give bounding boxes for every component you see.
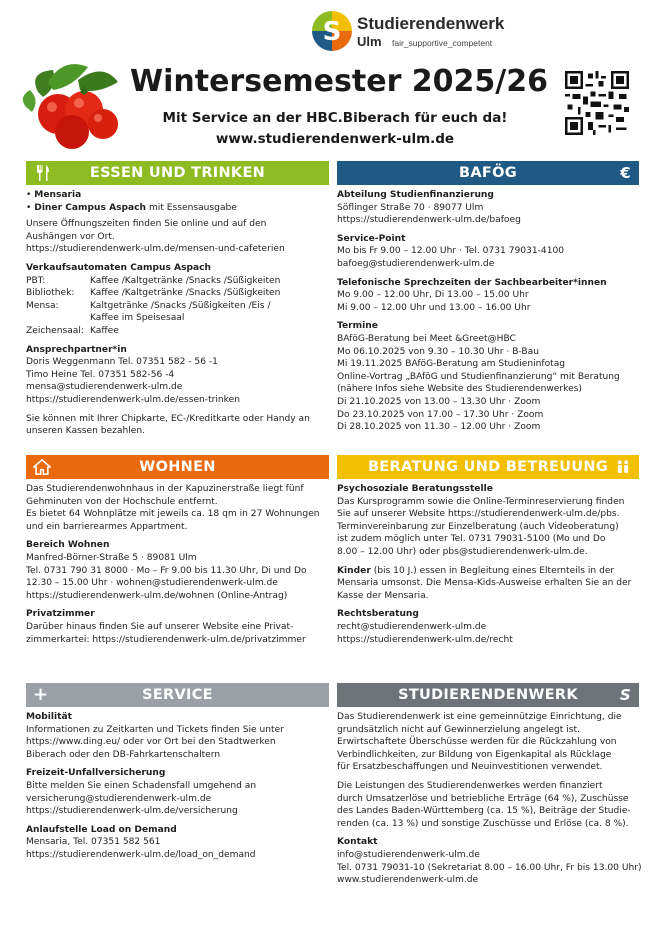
termin-item: Do 23.10.2025 von 17.00 – 17.30 Uhr · Zoom (337, 409, 544, 420)
kinder-text: Mensaria umsonst. Die Mensa-Kids-Ausweise erhalten Sie an der (337, 578, 632, 589)
essen-payment-text: unseren Kassen bezahlen. (26, 426, 145, 437)
about-text: Erwirtschaftete Überschüsse werden für die Rückzahlung von (337, 737, 617, 748)
section-title-bafoeg: BAFÖG (459, 165, 517, 181)
psy-text: Terminvereinbarung zur Einzelberatung (auch Videoberatung) (337, 521, 619, 532)
table-row: Bibliothek: Kaffee /Kaltgetränke /Snacks /Süßigkeiten (26, 288, 281, 299)
financing-text: Die Leistungen des Studierendenwerkes werden finanziert (337, 780, 603, 791)
essen-hours-link[interactable]: https://studierendenwerk-ulm.de/mensen-und-cafeterien (26, 244, 285, 255)
versicherung-web-link[interactable]: https://studierendenwerk-ulm.de/versicherung (26, 806, 238, 817)
list-item: • Mensaria (26, 189, 329, 202)
mobilitaet-text: Informationen zu Zeitkarten und Tickets finden Sie unter (26, 724, 284, 735)
section-essen-trinken (26, 161, 329, 438)
essen-contact-heading: Ansprechpartner*in (26, 344, 127, 355)
wohnen-intro: Das Studierendenwohnhaus in der Kapuzinerstraße liegt fünf (26, 484, 304, 494)
table-row: PBT: Kaffee /Kaltgetränke /Snacks /Süßigkeiten (26, 275, 281, 286)
section-studierendenwerk (337, 683, 642, 887)
kontakt-email-link[interactable]: info@studierendenwerk-ulm.de (337, 849, 480, 860)
kinder-text: Kinder (bis 10 J.) essen in Begleitung eines Elternteils in der (337, 565, 615, 576)
service-point-heading: Service-Point (337, 233, 406, 244)
termin-item: (nähere Infos siehe Website des Studierendenwerkes) (337, 384, 582, 395)
section-header-bafoeg (337, 161, 639, 185)
mobilitaet-link[interactable]: https://www.ding.eu/ oder vor Ort bei den Stadtwerken (26, 737, 276, 748)
table-row: Zeichensaal: Kaffee (26, 325, 119, 336)
load-on-demand-phone: Mensaria, Tel. 07351 582 561 (26, 837, 161, 848)
logo-name: Studierendenwerk (357, 14, 505, 33)
page-subtitle: Mit Service an der HBC.Biberach für euch da! (162, 110, 508, 126)
versicherung-heading: Freizeit-Unfallversicherung (26, 768, 166, 779)
load-on-demand-link[interactable]: https://studierendenwerk-ulm.de/load_on_demand (26, 849, 256, 860)
section-title-essen: ESSEN UND TRINKEN (89, 165, 266, 181)
essen-email-link[interactable]: mensa@studierendenwerk-ulm.de (26, 382, 183, 393)
recht-web-link[interactable]: https://studierendenwerk-ulm.de/recht (337, 634, 513, 645)
wohnen-intro: und ein barrierearmes Appartment. (26, 521, 188, 532)
plus-icon: + (33, 684, 49, 705)
bafoeg-dept-heading: Abteilung Studienfinanzierung (337, 190, 494, 200)
essen-hours-text: Aushängen vor Ort. (26, 231, 115, 242)
people-icon (615, 459, 631, 475)
table-row: Mensa: Kaltgetränke /Snacks /Süßigkeiten /Eis / (26, 300, 271, 311)
logo-mark-icon (312, 11, 352, 51)
section-header-wohnen (26, 455, 329, 479)
section-header-studierendenwerk (337, 683, 639, 707)
section-body-service (26, 707, 329, 862)
phone-hours-1: Mo 9.00 – 12.00 Uhr, Di 13.00 – 15.00 Uhr (337, 290, 529, 301)
versicherung-email-link[interactable]: versicherung@studierendenwerk-ulm.de (26, 793, 212, 804)
section-header-essen (26, 161, 329, 185)
bafoeg-web-link[interactable]: https://studierendenwerk-ulm.de/bafoeg (337, 215, 521, 226)
section-header-service (26, 683, 329, 707)
financing-text: renden (ca. 13 %) und sonstige Zuschüsse und Erlöse (ca. 8 %). (337, 818, 629, 829)
termine-heading: Termine (337, 321, 378, 332)
tomato-basil-image (18, 52, 130, 152)
about-text: Verbindlichkeiten, zur Bildung von Eigenkapital als Rücklage (337, 749, 612, 760)
section-beratung (337, 455, 639, 646)
phone-hours-heading: Telefonische Sprechzeiten der Sachbearbeiter*innen (337, 277, 607, 288)
mobilitaet-heading: Mobilität (26, 712, 72, 722)
section-body-essen (26, 185, 329, 438)
section-bafoeg (337, 161, 639, 434)
mobilitaet-text: Biberach oder den DB-Fahrkartenschaltern (26, 749, 221, 760)
section-title-studierendenwerk: STUDIERENDENWERK (398, 687, 578, 703)
section-service (26, 683, 329, 862)
recht-email-link[interactable]: recht@studierendenwerk-ulm.de (337, 621, 487, 632)
kontakt-heading: Kontakt (337, 837, 378, 848)
essen-contact-1: Doris Weggenmann Tel. 07351 582 - 56 -1 (26, 357, 218, 368)
section-title-wohnen: WOHNEN (139, 459, 216, 475)
termin-item: Online-Vortrag „BAföG und Studienfinanzierung“ mit Beratung (337, 371, 620, 382)
studierendenwerk-logo[interactable] (312, 11, 532, 53)
psy-text: 8.00 – 12.00 Uhr) oder pbs@studierendenwerk-ulm.de. (337, 546, 588, 557)
psy-text: Sie auf unserer Website https://studierendenwerk-ulm.de/pbs. (337, 509, 620, 520)
section-wohnen (26, 455, 329, 646)
about-text: grundsätzlich nicht auf Gewinnerzielung angelegt ist. (337, 724, 580, 735)
bereich-wohnen-heading: Bereich Wohnen (26, 540, 110, 551)
privatzimmer-text: Darüber hinaus finden Sie auf unserer Website eine Privat- (26, 621, 294, 632)
list-item: • Diner Campus Aspach mit Essensausgabe (26, 202, 329, 215)
svg-text:S: S (322, 17, 342, 47)
termin-item: Mo 06.10.2025 von 9.30 – 10.30 Uhr · B-Bau (337, 346, 539, 357)
logo-city: Ulm (357, 34, 382, 49)
termin-item: Mi 19.11.2025 BAföG-Beratung am Studieninfotag (337, 359, 566, 370)
essen-web-link[interactable]: https://studierendenwerk-ulm.de/essen-trinken (26, 394, 240, 405)
psy-heading: Psychosoziale Beratungsstelle (337, 484, 493, 494)
euro-icon: € (620, 164, 631, 182)
wohnen-intro: Es bietet 64 Wohnplätze mit jeweils ca. 18 qm in 27 Wohnungen (26, 509, 320, 520)
qr-code-icon[interactable] (565, 71, 629, 135)
essen-payment-text: Sie können mit Ihrer Chipkarte, EC-/Kreditkarte oder Handy an (26, 413, 310, 424)
load-on-demand-heading: Anlaufstelle Load on Demand (26, 824, 177, 835)
wohnen-web-link[interactable]: https://studierendenwerk-ulm.de/wohnen (Online-Antrag) (26, 590, 288, 601)
s-logo-icon: S (619, 686, 631, 704)
termin-item: BAföG-Beratung bei Meet &Greet@HBC (337, 333, 516, 344)
section-title-beratung: BERATUNG UND BETREUUNG (367, 459, 609, 475)
page-header (0, 0, 665, 160)
wohnen-intro: Gehminuten von der Hochschule entfernt. (26, 496, 218, 507)
house-icon (33, 458, 51, 476)
about-text: Das Studierendenwerk ist eine gemeinnützige Einrichtung, die (337, 712, 622, 722)
essen-locations-list (26, 189, 329, 214)
section-body-beratung (337, 479, 639, 646)
kontakt-phone: Tel. 0731 79031-10 (Sekretariat 8.00 – 16.00 Uhr, Fr bis 13.00 Uhr) (337, 862, 642, 873)
vending-heading: Verkaufsautomaten Campus Aspach (26, 262, 212, 273)
essen-hours-text: Unsere Öffnungszeiten finden Sie online und auf den (26, 219, 267, 230)
psy-text: Das Kursprogramm sowie die Online-Terminreservierung finden (337, 496, 625, 507)
fork-knife-icon (33, 163, 53, 183)
section-header-beratung (337, 455, 639, 479)
recht-heading: Rechtsberatung (337, 609, 419, 620)
logo-tagline: fair_supportive_competent (392, 38, 493, 48)
kontakt-web-link[interactable]: www.studierendenwerk-ulm.de (337, 875, 479, 886)
essen-contact-2: Timo Heine Tel. 07351 582-56 -4 (26, 369, 175, 380)
page-title: Wintersemester 2025/26 (130, 64, 549, 99)
section-body-bafoeg (337, 185, 639, 434)
bafoeg-address: Söflinger Straße 70 · 89077 Ulm (337, 202, 484, 213)
about-text: für Ersatzbeschaffungen und Neuinvestitionen verwendet. (337, 762, 603, 773)
financing-text: durch Umsatzerlöse und betriebliche Erträge (64 %), Zuschüsse (337, 793, 629, 804)
termin-item: Di 21.10.2025 von 13.00 – 13.30 Uhr · Zoom (337, 396, 541, 407)
phone-hours-2: Mi 9.00 – 12.00 Uhr und 13.00 – 16.00 Uhr (337, 302, 531, 313)
service-point-hours: Mo bis Fr 9.00 – 12.00 Uhr · Tel. 0731 79031-4100 (337, 246, 565, 257)
section-body-studierendenwerk (337, 707, 642, 887)
wohnen-phone: 12.30 – 15.00 Uhr · wohnen@studierendenwerk-ulm.de (26, 578, 278, 589)
privatzimmer-heading: Privatzimmer (26, 609, 95, 620)
versicherung-text: Bitte melden Sie einen Schadensfall umgehend an (26, 780, 257, 791)
wohnen-phone: Tel. 0731 790 31 8000 · Mo – Fr 9.00 bis 11.30 Uhr, Di und Do (26, 565, 307, 576)
wohnen-address: Manfred-Börner-Straße 5 · 89081 Ulm (26, 552, 197, 563)
privatzimmer-link[interactable]: zimmerkartei: https://studierendenwerk-ulm.de/privatzimmer (26, 634, 306, 645)
termin-item: Di 28.10.2025 von 11.30 – 12.00 Uhr · Zoom (337, 422, 541, 433)
section-title-service: SERVICE (142, 687, 213, 703)
financing-text: des Landes Baden-Württemberg (ca. 15 %), Beiträge der Studie- (337, 806, 631, 817)
table-row: Kaffee im Speisesaal (90, 313, 185, 324)
kinder-text: Kasse der Mensaria. (337, 590, 429, 601)
vending-table (26, 275, 329, 338)
header-website-link[interactable]: www.studierendenwerk-ulm.de (215, 131, 455, 147)
psy-text: ist zudem möglich unter Tel. 0731 79031-5100 (Mo und Do (337, 534, 606, 545)
bafoeg-email-link[interactable]: bafoeg@studierendenwerk-ulm.de (337, 258, 495, 269)
section-body-wohnen (26, 479, 329, 646)
